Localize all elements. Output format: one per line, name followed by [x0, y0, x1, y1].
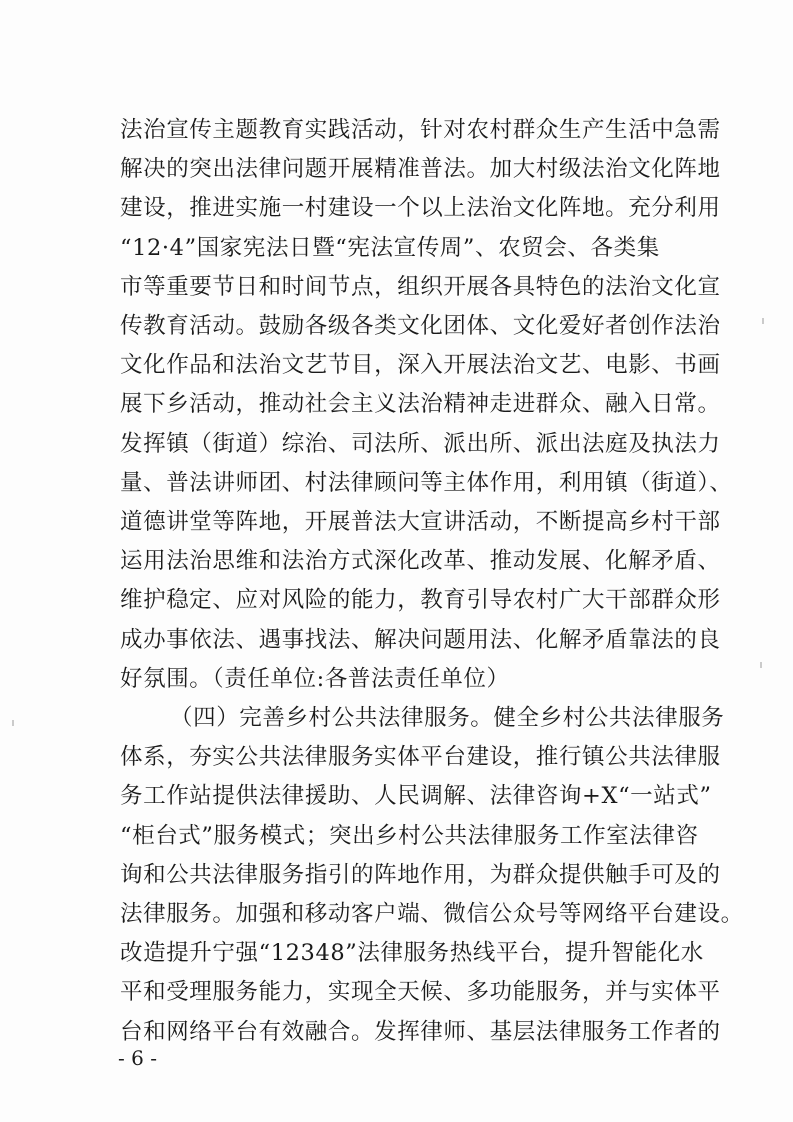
body-line-8: 展下乡活动，推动社会主义法治精神走进群众、融入日常。 — [120, 391, 721, 418]
body-line-6: 传教育活动。鼓励各级各类文化团体、文化爱好者创作法治 — [120, 313, 721, 339]
scan-speck — [12, 720, 14, 726]
body-line-5: 市等重要节日和时间节点，组织开展各具特色的法治文化宣 — [120, 273, 721, 300]
body-line-24: 台和网络平台有效融合。发挥律师、基层法律服务工作者的 — [120, 1018, 721, 1045]
body-line-22: 改造提升宁强“12348”法律服务热线平台，提升智能化水 — [120, 940, 704, 967]
scan-speck — [762, 318, 764, 324]
scan-speck — [760, 662, 762, 668]
body-line-13: 维护稳定、应对风险的能力，教育引导农村广大干部群众形 — [120, 587, 721, 614]
body-line-15: 好氛围。（责任单位:各普法责任单位） — [120, 665, 510, 692]
body-line-4: “12·4”国家宪法日暨“宪法宣传周”、农贸会、各类集 — [120, 234, 660, 261]
body-line-9: 发挥镇（街道）综治、司法所、派出所、派出法庭及执法力 — [120, 430, 721, 457]
body-line-14: 成办事依法、遇事找法、解决问题用法、化解矛盾靠法的良 — [120, 626, 721, 653]
body-line-7: 文化作品和法治文艺节目，深入开展法治文艺、电影、书画 — [120, 352, 721, 379]
section-heading-line: （四）完善乡村公共法律服务。健全乡村公共法律服务 — [170, 705, 725, 731]
body-line-18: 务工作站提供法律援助、人民调解、法律咨询+X“一站式” — [120, 783, 712, 810]
body-line-11: 道德讲堂等阵地，开展普法大宣讲活动，不断提高乡村干部 — [120, 509, 721, 535]
page-number: - 6 - — [118, 1046, 157, 1070]
body-line-23: 平和受理服务能力，实现全天候、多功能服务，并与实体平 — [120, 979, 721, 1006]
body-line-2: 解决的突出法律问题开展精准普法。加大村级法治文化阵地 — [120, 156, 721, 183]
body-line-10: 量、普法讲师团、村法律顾问等主体作用，利用镇（街道）、 — [120, 469, 733, 496]
body-line-1: 法治宣传主题教育实践活动，针对农村群众生产生活中急需 — [120, 117, 721, 143]
body-line-19: “柜台式”服务模式；突出乡村公共法律服务工作室法律咨 — [120, 822, 699, 849]
body-line-20: 询和公共法律服务指引的阵地作用，为群众提供触手可及的 — [120, 861, 721, 888]
body-line-3: 建设，推进实施一村建设一个以上法治文化阵地。充分利用 — [120, 195, 721, 222]
body-line-17: 体系，夯实公共法律服务实体平台建设，推行镇公共法律服 — [120, 744, 721, 771]
body-line-12: 运用法治思维和法治方式深化改革、推动发展、化解矛盾、 — [120, 548, 721, 575]
body-line-21: 法律服务。加强和移动客户端、微信公众号等网络平台建设。 — [120, 901, 744, 927]
